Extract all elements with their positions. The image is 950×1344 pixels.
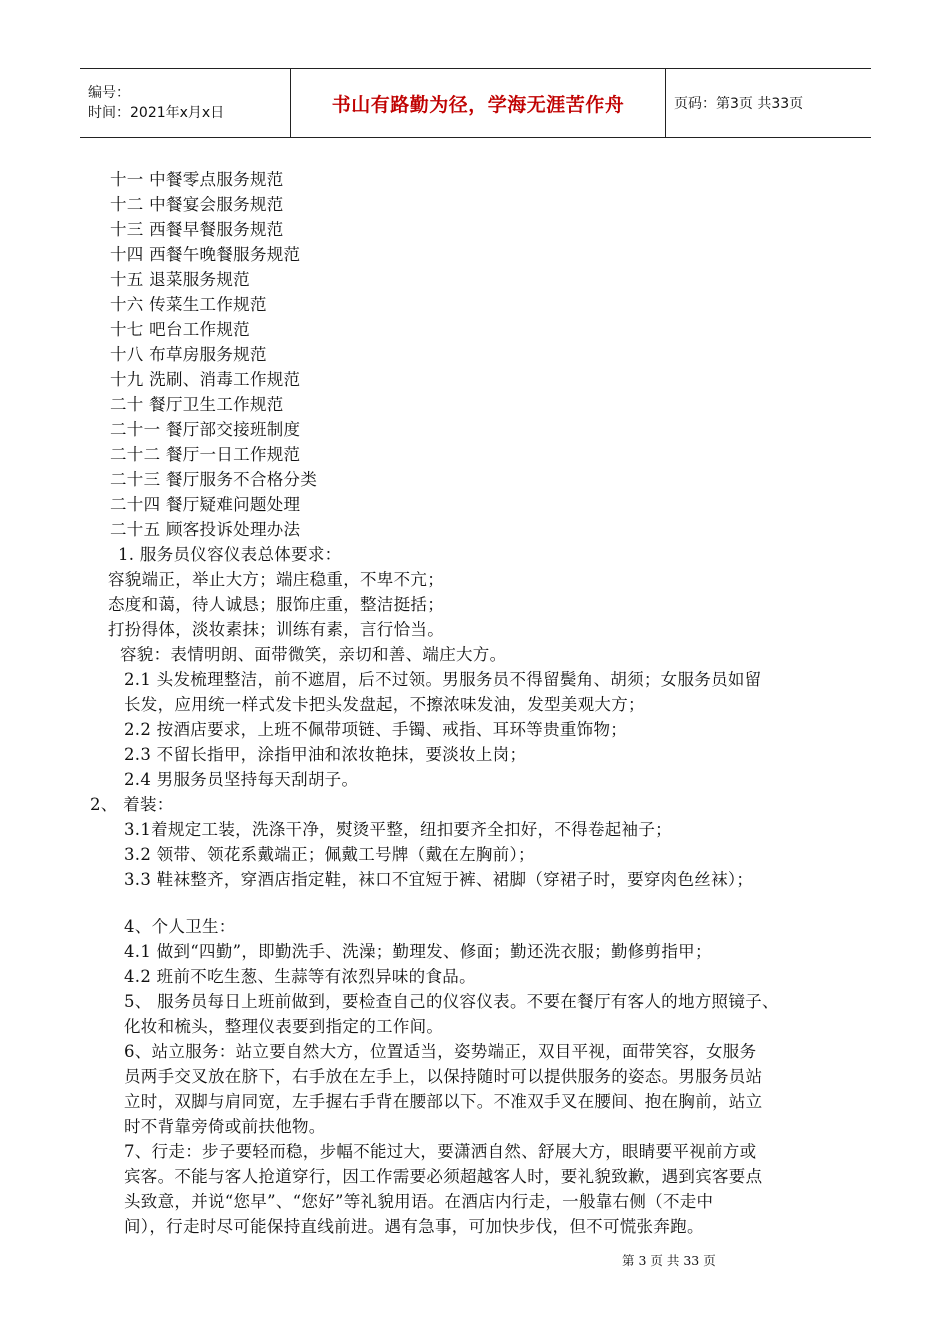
paragraph-line: 员两手交叉放在脐下，右手放在左手上，以保持随时可以提供服务的姿态。男服务员站 bbox=[124, 1067, 763, 1086]
paragraph-line: 化妆和梳头，整理仪表要到指定的工作间。 bbox=[124, 1017, 444, 1036]
toc-line: 二十五 顾客投诉处理办法 bbox=[110, 520, 301, 539]
paragraph-line: 5、 服务员每日上班前做到，要检查自己的仪容仪表。不要在餐厅有客人的地方照镜子、 bbox=[124, 992, 779, 1011]
paragraph-line: 2.3 不留长指甲，涂指甲油和浓妆艳抹，要淡妆上岗； bbox=[124, 745, 527, 764]
page-number-label: 页码：第3页 共33页 bbox=[674, 96, 804, 112]
paragraph-line: 4.2 班前不吃生葱、生蒜等有浓烈异味的食品。 bbox=[124, 967, 476, 986]
paragraph-line: 宾客。不能与客人抢道穿行，因工作需要必须超越客人时，要礼貌致歉，遇到宾客要点 bbox=[124, 1167, 763, 1186]
paragraph-line: 长发，应用统一样式发卡把头发盘起，不擦浓味发油，发型美观大方； bbox=[124, 695, 645, 714]
toc-line: 二十四 餐厅疑难问题处理 bbox=[110, 495, 301, 514]
paragraph-line: 3.2 领带、领花系戴端正；佩戴工号牌（戴在左胸前）； bbox=[124, 845, 535, 864]
header-page-cell bbox=[666, 69, 871, 137]
paragraph-line: 4.1 做到“四勤”，即勤洗手、洗澡；勤理发、修面；勤还洗衣服；勤修剪指甲； bbox=[124, 942, 712, 961]
paragraph-line: 3.1着规定工装，洗涤干净，熨烫平整，纽扣要齐全扣好，不得卷起袖子； bbox=[124, 820, 672, 839]
toc-line: 十九 洗刷、消毒工作规范 bbox=[110, 370, 301, 389]
toc-line: 十四 西餐午晚餐服务规范 bbox=[110, 245, 301, 264]
toc-line: 二十二 餐厅一日工作规范 bbox=[110, 445, 301, 464]
paragraph-line: 时不背靠旁倚或前扶他物。 bbox=[124, 1117, 326, 1136]
document-date-label: 时间：2021年x月x日 bbox=[88, 105, 225, 121]
page-header bbox=[80, 68, 871, 138]
paragraph-line: 2.4 男服务员坚持每天刮胡子。 bbox=[124, 770, 359, 789]
section-heading: 4、个人卫生： bbox=[124, 917, 236, 936]
paragraph-line: 2.2 按酒店要求，上班不佩带项链、手镯、戒指、耳环等贵重饰物； bbox=[124, 720, 628, 739]
paragraph-line: 态度和蔼，待人诚恳；服饰庄重，整洁挺括； bbox=[108, 595, 444, 614]
paragraph-line: 立时，双脚与肩同宽，左手握右手背在腰部以下。不准双手叉在腰间、抱在胸前，站立 bbox=[124, 1092, 763, 1111]
document-number-label: 编号： bbox=[88, 85, 130, 101]
toc-line: 二十三 餐厅服务不合格分类 bbox=[110, 470, 318, 489]
toc-line: 十三 西餐早餐服务规范 bbox=[110, 220, 284, 239]
section-heading: 2、 着装： bbox=[90, 795, 174, 814]
paragraph-line: 6、站立服务：站立要自然大方，位置适当，姿势端正，双目平视，面带笑容，女服务 bbox=[124, 1042, 757, 1061]
header-motto-cell bbox=[291, 69, 666, 137]
toc-line: 十七 吧台工作规范 bbox=[110, 320, 250, 339]
paragraph-line: 头致意，并说“您早”、“您好”等礼貌用语。在酒店内行走，一般靠右侧（不走中 bbox=[124, 1192, 714, 1211]
toc-line: 二十 餐厅卫生工作规范 bbox=[110, 395, 284, 414]
header-info-cell bbox=[80, 69, 291, 137]
toc-line: 十五 退菜服务规范 bbox=[110, 270, 250, 289]
toc-line: 十八 布草房服务规范 bbox=[110, 345, 267, 364]
paragraph-line: 3.3 鞋袜整齐，穿酒店指定鞋，袜口不宜短于裤、裙脚（穿裙子时，要穿肉色丝袜）； bbox=[124, 870, 754, 889]
paragraph-line: 2.1 头发梳理整洁，前不遮眉，后不过领。男服务员不得留鬓角、胡须；女服务员如留 bbox=[124, 670, 762, 689]
toc-line: 十二 中餐宴会服务规范 bbox=[110, 195, 284, 214]
toc-line: 十六 传菜生工作规范 bbox=[110, 295, 267, 314]
toc-line: 二十一 餐厅部交接班制度 bbox=[110, 420, 301, 439]
paragraph-line: 打扮得体，淡妆素抹；训练有素，言行恰当。 bbox=[108, 620, 444, 639]
section-heading: 1. 服务员仪容仪表总体要求： bbox=[118, 545, 342, 564]
header-motto: 书山有路勤为径，学海无涯苦作舟 bbox=[331, 93, 625, 116]
paragraph-line: 间），行走时尽可能保持直线前进。遇有急事，可加快步伐，但不可慌张奔跑。 bbox=[124, 1217, 704, 1236]
paragraph-line: 容貌：表情明朗、面带微笑，亲切和善、端庄大方。 bbox=[120, 645, 507, 664]
toc-line: 十一 中餐零点服务规范 bbox=[110, 170, 284, 189]
page-footer: 第 3 页 共 33 页 bbox=[622, 1253, 716, 1268]
paragraph-line: 7、行走：步子要轻而稳，步幅不能过大，要潇洒自然、舒展大方，眼睛要平视前方或 bbox=[124, 1142, 757, 1161]
paragraph-line: 容貌端正，举止大方；端庄稳重，不卑不亢； bbox=[108, 570, 444, 589]
